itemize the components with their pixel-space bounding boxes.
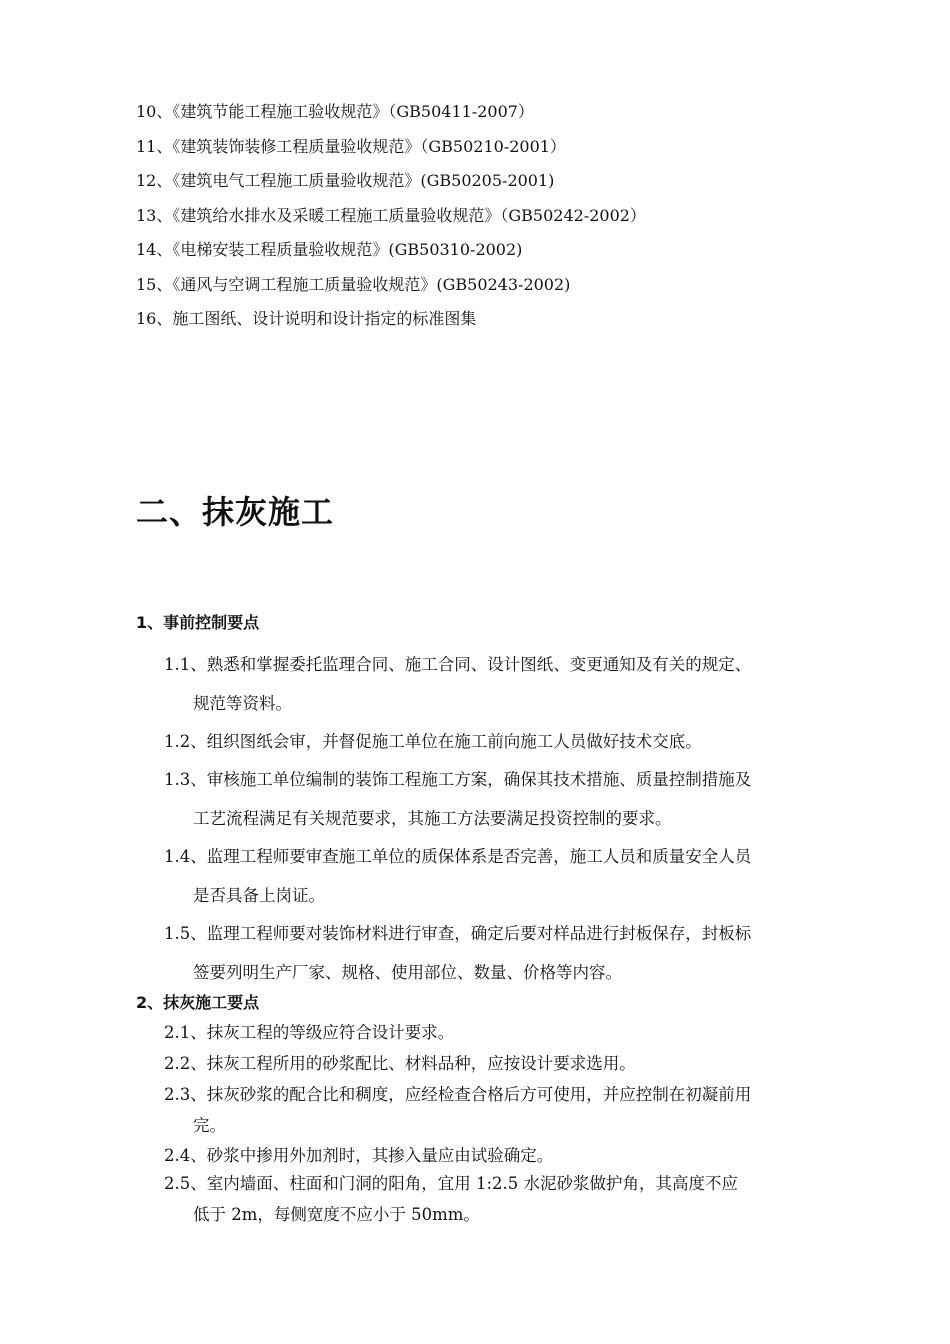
part2-item-2-5 xyxy=(164,1168,854,1230)
item-line-continued: 低于 2m，每侧宽度不应小于 50mm。 xyxy=(193,1205,480,1224)
reference-list xyxy=(136,95,896,337)
reference-item: 16、施工图纸、设计说明和设计指定的标准图集 xyxy=(136,309,477,328)
item-line-continued: 工艺流程满足有关规范要求，其施工方法要满足投资控制的要求。 xyxy=(193,809,672,828)
part1-title: 1、事前控制要点 xyxy=(136,613,260,632)
reference-item: 13、《建筑给水排水及采暖工程施工质量验收规范》（GB50242-2002） xyxy=(136,205,646,225)
part1-item-1-1 xyxy=(164,645,854,723)
item-line: 1.1、熟悉和掌握委托监理合同、施工合同、设计图纸、变更通知及有关的规定、 xyxy=(164,655,752,674)
item-line: 1.2、组织图纸会审，并督促施工单位在施工前向施工人员做好技术交底。 xyxy=(164,732,702,751)
item-line-continued: 规范等资料。 xyxy=(193,694,292,713)
part2-item-2-2 xyxy=(164,1048,854,1079)
item-line: 1.3、审核施工单位编制的装饰工程施工方案，确保其技术措施、质量控制措施及 xyxy=(164,770,752,789)
item-line: 2.5、室内墙面、柱面和门洞的阳角，宜用 1:2.5 水泥砂浆做护角，其高度不应 xyxy=(164,1174,739,1193)
item-line: 2.1、抹灰工程的等级应符合设计要求。 xyxy=(164,1023,455,1042)
item-line: 1.4、监理工程师要审查施工单位的质保体系是否完善，施工人员和质量安全人员 xyxy=(164,847,752,866)
part1-item-1-5 xyxy=(164,914,854,992)
part1-item-1-2 xyxy=(164,722,854,761)
item-line-continued: 是否具备上岗证。 xyxy=(193,886,325,905)
item-line: 2.2、抹灰工程所用的砂浆配比、材料品种，应按设计要求选用。 xyxy=(164,1054,636,1073)
reference-item: 10、《建筑节能工程施工验收规范》（GB50411-2007） xyxy=(136,102,534,121)
reference-item: 11、《建筑装饰装修工程质量验收规范》（GB50210-2001） xyxy=(136,136,566,156)
section-title: 二、抹灰施工 xyxy=(136,493,335,531)
item-line-continued: 完。 xyxy=(193,1116,226,1135)
part2-item-2-1 xyxy=(164,1017,854,1048)
part2-title: 2、抹灰施工要点 xyxy=(136,993,260,1012)
item-line: 1.5、监理工程师要对装饰材料进行审查，确定后要对样品进行封板保存，封板标 xyxy=(164,924,752,943)
item-line-continued: 签要列明生产厂家、规格、使用部位、数量、价格等内容。 xyxy=(193,963,622,982)
reference-item: 14、《电梯安装工程质量验收规范》(GB50310-2002) xyxy=(136,240,523,259)
item-line: 2.3、抹灰砂浆的配合比和稠度，应经检查合格后方可使用，并应控制在初凝前用 xyxy=(164,1085,752,1104)
part1-item-1-4 xyxy=(164,837,854,915)
reference-item: 12、《建筑电气工程施工质量验收规范》(GB50205-2001) xyxy=(136,171,555,190)
item-line: 2.4、砂浆中掺用外加剂时，其掺入量应由试验确定。 xyxy=(164,1146,554,1165)
part2-item-2-4 xyxy=(164,1140,854,1171)
reference-item: 15、《通风与空调工程施工质量验收规范》(GB50243-2002) xyxy=(136,274,571,294)
part1-item-1-3 xyxy=(164,760,854,838)
part2-item-2-3 xyxy=(164,1079,854,1141)
